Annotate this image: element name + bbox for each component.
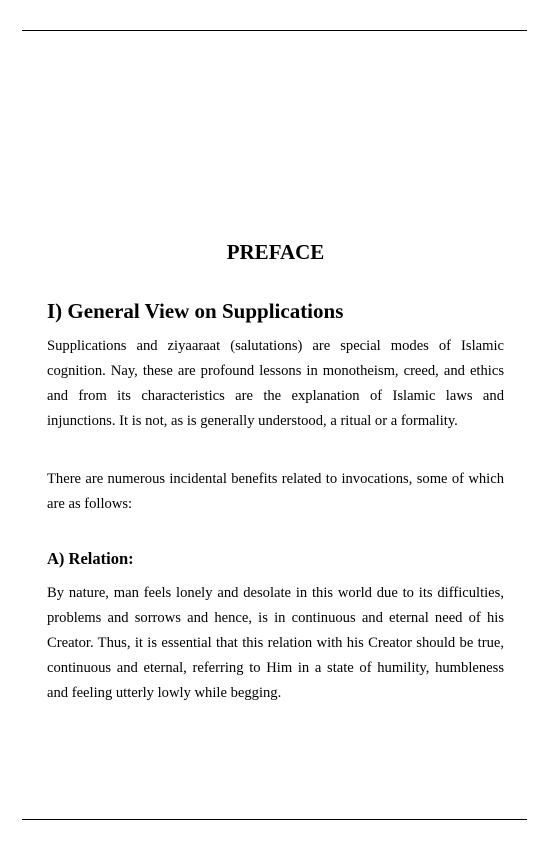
section-heading: I) General View on Supplications	[47, 299, 344, 323]
section-paragraph-2: There are numerous incidental benefits related to invocations, some of which are as follows:	[47, 471, 504, 512]
header-rule	[22, 30, 527, 31]
subsection-heading: A) Relation:	[47, 549, 134, 568]
page-title: PREFACE	[226, 240, 325, 264]
section-paragraph-1: Supplications and ziyaaraat (salutations) are special modes of Islamic cognition. Nay, these are profound lessons in monotheism, creed, and ethics and from its characteristics are the explanation of Islamic laws and injunctions. It is not, as is generally understood, a ritual or a formality.	[47, 338, 504, 429]
footer-rule	[22, 819, 527, 820]
subsection-paragraph: By nature, man feels lonely and desolate in this world due to its difficulties, problems and sorrows and hence, is in continuous and eternal need of his Creator. Thus, it is essential that this relation with his Creator should be true, continuous and eternal, referring to Him in a state of humility, humbleness and feeling utterly lowly while begging.	[47, 585, 504, 701]
